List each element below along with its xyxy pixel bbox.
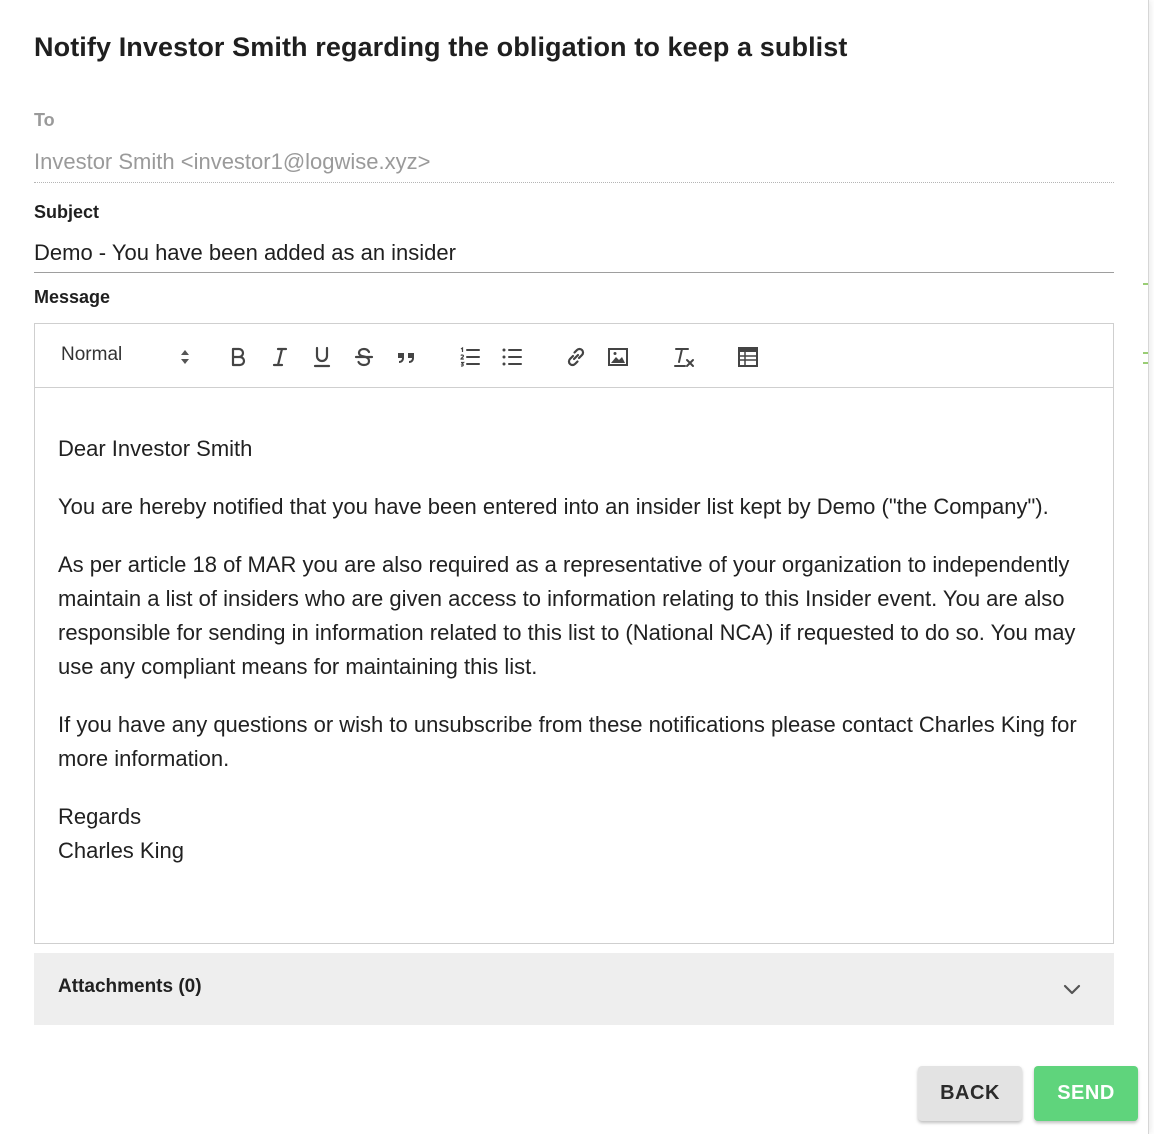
- message-signature: Charles King: [58, 838, 184, 863]
- clear-format-button[interactable]: [669, 342, 699, 372]
- dialog-title: Notify Investor Smith regarding the obligation to keep a sublist: [34, 32, 848, 62]
- bullet-list-icon: [500, 345, 524, 369]
- link-icon: [564, 345, 588, 369]
- message-label: Message: [34, 287, 111, 307]
- back-button[interactable]: BACK: [918, 1066, 1022, 1121]
- ordered-list-button[interactable]: [455, 342, 485, 372]
- text-format-select[interactable]: [61, 344, 191, 370]
- subject-input[interactable]: [34, 234, 1114, 273]
- subject-label: Subject: [34, 202, 100, 222]
- clear-format-icon: [672, 345, 696, 369]
- table-button[interactable]: [733, 342, 763, 372]
- italic-icon: [268, 345, 292, 369]
- to-field: [34, 142, 1114, 183]
- blockquote-button[interactable]: [391, 342, 421, 372]
- to-label: To: [34, 110, 55, 130]
- attachments-label: Attachments (0): [58, 976, 202, 997]
- message-closing: Regards: [58, 804, 142, 829]
- bold-button[interactable]: [223, 342, 253, 372]
- image-icon: [606, 345, 630, 369]
- updown-arrows-icon: [179, 346, 191, 368]
- table-icon: [736, 345, 760, 369]
- ordered-list-icon: [458, 345, 482, 369]
- text-format-select-value: Normal: [61, 344, 123, 365]
- editor-toolbar: [35, 324, 1113, 388]
- italic-button[interactable]: [265, 342, 295, 372]
- message-paragraph: If you have any questions or wish to unsubscribe from these notifications please contact Charles King for more information.: [58, 712, 1077, 771]
- bold-icon: [226, 345, 250, 369]
- message-greeting: Dear Investor Smith: [58, 436, 253, 461]
- blockquote-icon: [394, 345, 418, 369]
- link-button[interactable]: [561, 342, 591, 372]
- message-paragraph: You are hereby notified that you have been entered into an insider list kept by Demo ("the Company").: [58, 494, 1049, 519]
- bullet-list-button[interactable]: [497, 342, 527, 372]
- underline-button[interactable]: [307, 342, 337, 372]
- strikethrough-icon: [352, 345, 376, 369]
- message-paragraph: As per article 18 of MAR you are also required as a representative of your organization to independently maintain a list of insiders who are given access to information relating to this Insider event. You are also responsible for sending in information related to this list to (National NCA) if requested to do so. You may use any compliant means for maintaining this list.: [58, 552, 1076, 679]
- message-editor: [34, 323, 1114, 944]
- message-body[interactable]: [58, 432, 1093, 868]
- underline-icon: [310, 345, 334, 369]
- attachments-panel[interactable]: [34, 953, 1114, 1025]
- send-button[interactable]: SEND: [1034, 1066, 1138, 1121]
- image-button[interactable]: [603, 342, 633, 372]
- chevron-down-icon: [1060, 977, 1084, 1001]
- strikethrough-button[interactable]: [349, 342, 379, 372]
